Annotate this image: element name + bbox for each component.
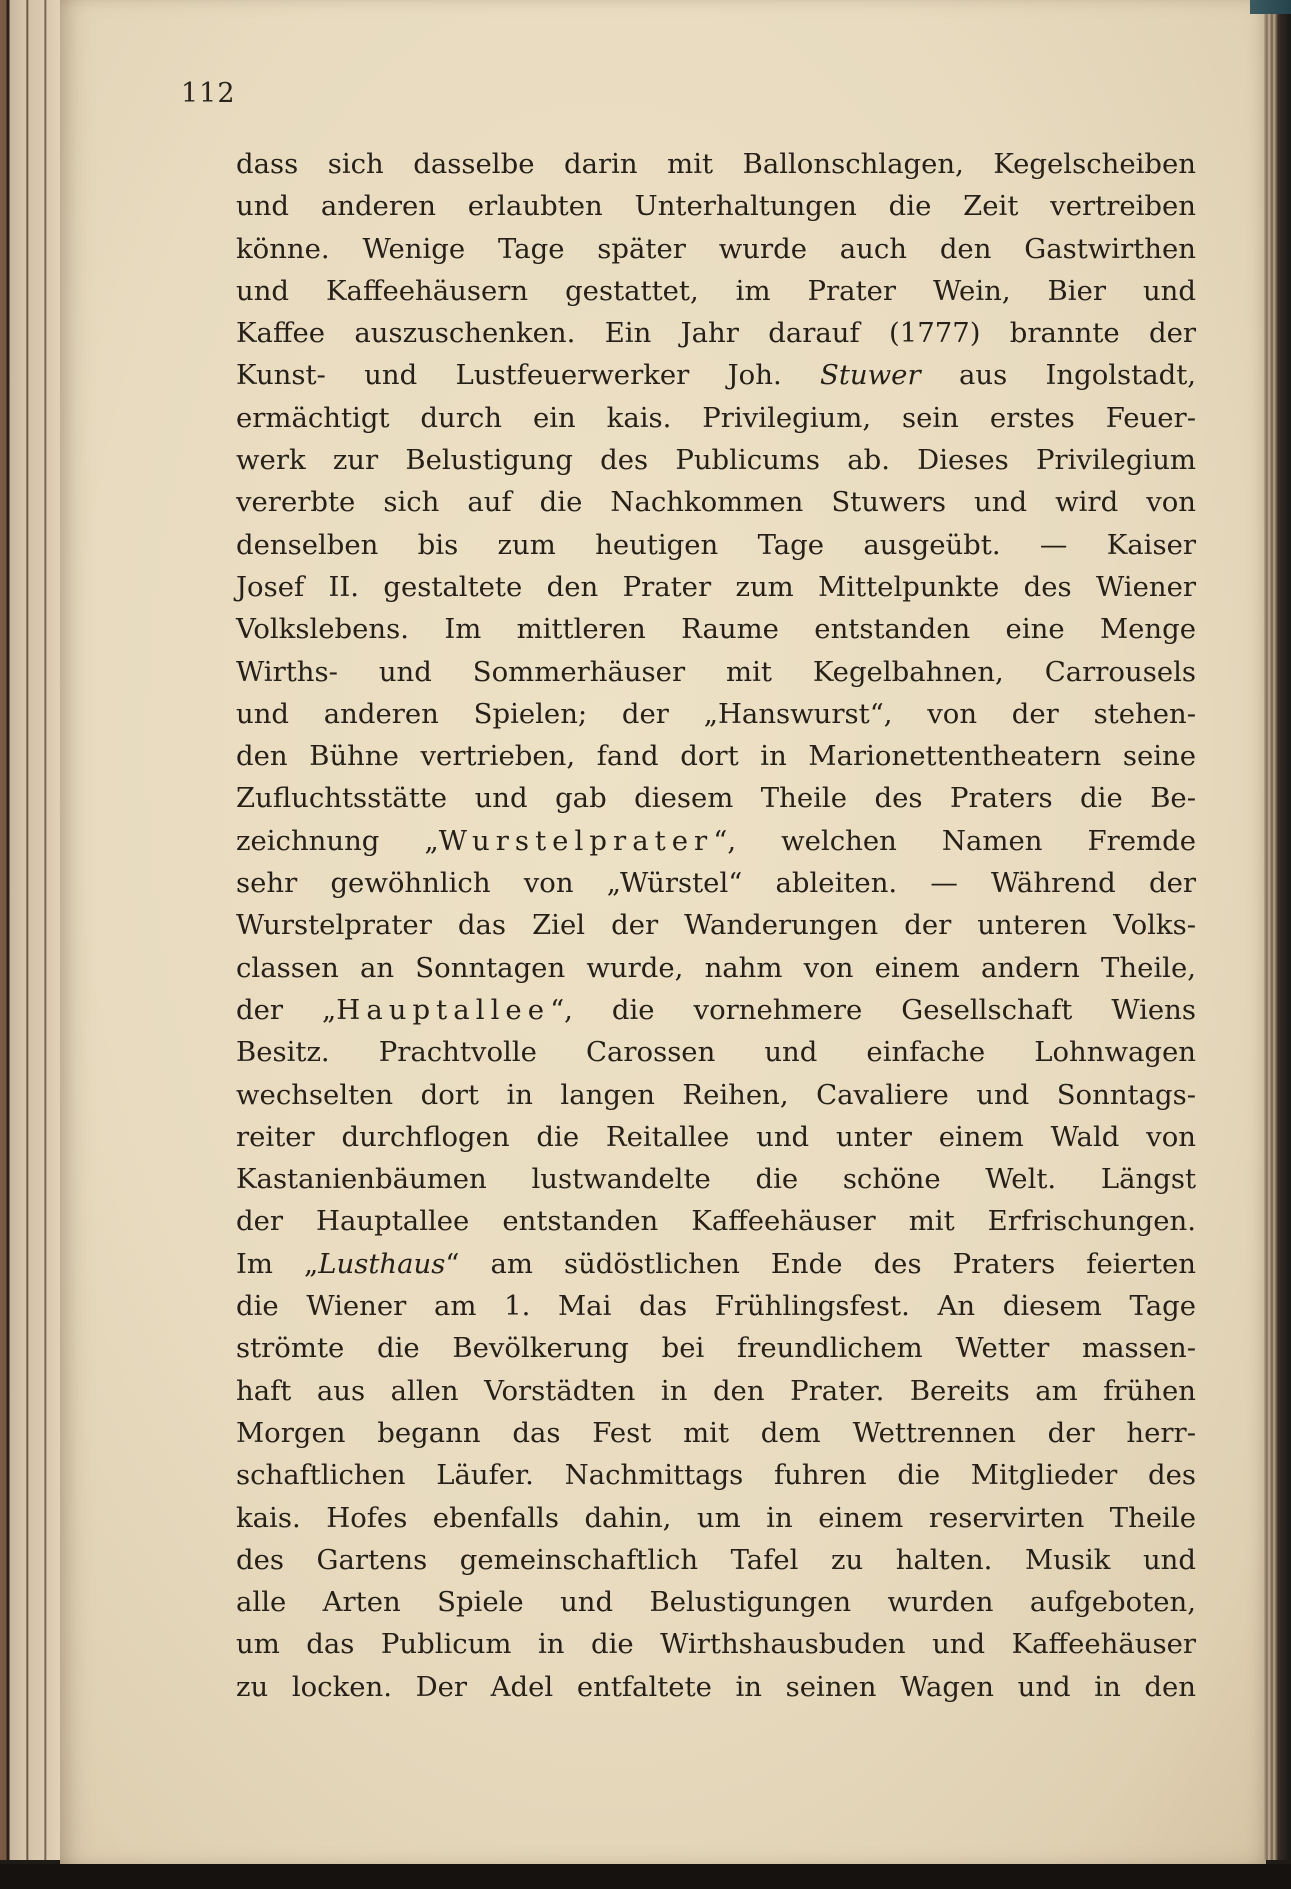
text-line: zu locken. Der Adel entfaltete in seinen Wagen und in den — [236, 1670, 1196, 1703]
text-line: Besitz. Prachtvolle Carossen und einfache Lohnwagen — [236, 1036, 1196, 1069]
spaced-term: Hauptallee — [336, 993, 551, 1026]
italic-name: Lusthaus — [318, 1247, 446, 1280]
italic-name: Stuwer — [820, 359, 921, 392]
text-line: des Gartens gemeinschaftlich Tafel zu halten. Musik und — [236, 1543, 1196, 1576]
text-line: Morgen begann das Fest mit dem Wettrennen der herr- — [236, 1416, 1196, 1449]
text-line: der Hauptallee entstanden Kaffeehäuser mit Erfrischungen. — [236, 1205, 1196, 1238]
text-segment: “, welchen Namen Fremde — [713, 824, 1196, 857]
text-segment: zeichnung „ — [236, 824, 439, 857]
text-line: den Bühne vertrieben, fand dort in Marionettentheatern seine — [236, 740, 1196, 773]
text-line — [236, 989, 1196, 1031]
text-line: und anderen erlaubten Unterhaltungen die Zeit vertreiben — [236, 190, 1196, 223]
text-line: Volkslebens. Im mittleren Raume entstanden eine Menge — [236, 613, 1196, 646]
text-line: und Kaffeehäusern gestattet, im Prater Wein, Bier und — [236, 274, 1196, 307]
text-line: denselben bis zum heutigen Tage ausgeübt. — Kaiser — [236, 528, 1196, 561]
left-page-edges — [0, 0, 64, 1860]
text-segment: aus Ingolstadt, — [920, 359, 1197, 392]
text-segment: Im „ — [236, 1247, 319, 1280]
text-line: die Wiener am 1. Mai das Frühlingsfest. An diesem Tage — [236, 1290, 1196, 1323]
text-line: sehr gewöhnlich von „Würstel“ ableiten. — Während der — [236, 867, 1196, 900]
text-line: Kastanienbäumen lustwandelte die schöne Welt. Längst — [236, 1163, 1196, 1196]
text-line: schaftlichen Läufer. Nachmittags fuhren die Mitglieder des — [236, 1459, 1196, 1492]
text-line: reiter durchflogen die Reitallee und unter einem Wald von — [236, 1120, 1196, 1153]
text-line — [236, 1243, 1196, 1285]
text-segment: der „ — [236, 993, 337, 1026]
text-segment: “ am südöstlichen Ende des Praters feierten — [445, 1247, 1196, 1280]
text-line: Zufluchtsstätte und gab diesem Theile des Praters die Be- — [236, 782, 1196, 815]
text-line: vererbte sich auf die Nachkommen Stuwers und wird von — [236, 486, 1196, 519]
text-line: Wurstelprater das Ziel der Wanderungen der unteren Volks- — [236, 909, 1196, 942]
page-number: 112 — [181, 78, 236, 109]
text-line: classen an Sonntagen wurde, nahm von einem andern Theile, — [236, 951, 1196, 984]
text-line: um das Publicum in die Wirthshausbuden und Kaffeehäuser — [236, 1628, 1196, 1661]
text-line: alle Arten Spiele und Belustigungen wurden aufgeboten, — [236, 1586, 1196, 1619]
text-line — [236, 820, 1196, 862]
text-segment: “, die vornehmere Gesellschaft Wiens — [550, 993, 1197, 1026]
body-text — [236, 143, 1196, 1708]
text-line: werk zur Belustigung des Publicums ab. Dieses Privilegium — [236, 444, 1196, 477]
text-line: haft aus allen Vorstädten in den Prater. Bereits am frühen — [236, 1374, 1196, 1407]
text-line — [236, 354, 1196, 396]
right-page-edges — [1264, 0, 1291, 1860]
scan-bottom-border — [0, 1864, 1291, 1889]
text-line: wechselten dort in langen Reihen, Cavaliere und Sonntags- — [236, 1078, 1196, 1111]
text-line: strömte die Bevölkerung bei freundlichem Wetter massen- — [236, 1332, 1196, 1365]
text-line: dass sich dasselbe darin mit Ballonschlagen, Kegelscheiben — [236, 148, 1196, 180]
text-line: ermächtigt durch ein kais. Privilegium, sein erstes Feuer- — [236, 401, 1196, 434]
spaced-term: Wurstelprater — [438, 824, 714, 857]
text-line: kais. Hofes ebenfalls dahin, um in einem reservirten Theile — [236, 1501, 1196, 1534]
text-line: könne. Wenige Tage später wurde auch den Gastwirthen — [236, 232, 1196, 265]
text-segment: Kunst- und Lustfeuerwerker Joh. — [236, 359, 821, 392]
text-line: Wirths- und Sommerhäuser mit Kegelbahnen, Carrousels — [236, 655, 1196, 688]
text-line: und anderen Spielen; der „Hanswurst“, von der stehen- — [236, 697, 1196, 730]
text-line: Kaffee auszuschenken. Ein Jahr darauf (1777) brannte der — [236, 317, 1196, 350]
cover-edge — [1250, 0, 1291, 14]
text-line: Josef II. gestaltete den Prater zum Mittelpunkte des Wiener — [236, 570, 1196, 603]
